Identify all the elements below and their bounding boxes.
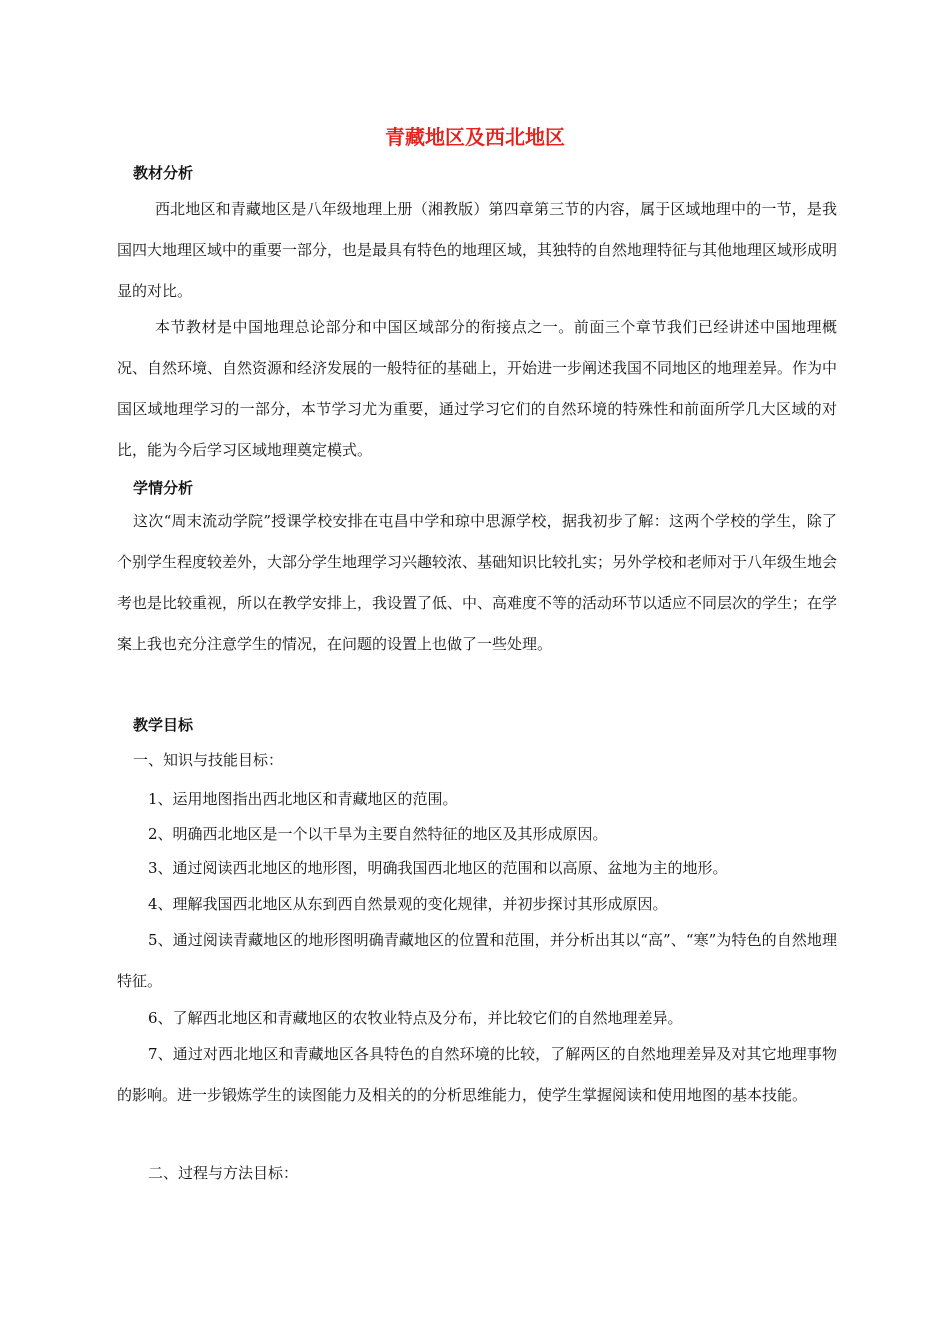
list-item: 6、了解西北地区和青藏地区的农牧业特点及分布，并比较它们的自然地理差异。 (148, 1009, 683, 1027)
list-item: 5、通过阅读青藏地区的地形图明确青藏地区的位置和范围，并分析出其以“高”、“寒”为特色的自然地理特征。 (117, 931, 837, 990)
list-item: 7、通过对西北地区和青藏地区各具特色的自然环境的比较，了解两区的自然地理差异及对其它地理事物的影响。进一步锻炼学生的读图能力及相关的的分析思维能力，使学生掌握阅读和使用地图的基本技能。 (117, 1045, 837, 1104)
subheading-knowledge-skills: 一、知识与技能目标： (133, 751, 284, 769)
document-title: 青藏地区及西北地区 (385, 125, 565, 149)
subheading-process-methods: 二、过程与方法目标： (148, 1164, 299, 1182)
paragraph: 这次“周末流动学院”授课学校安排在屯昌中学和琼中思源学校，据我初步了解：这两个学校的学生，除了个别学生程度较差外，大部分学生地理学习兴趣较浓、基础知识比较扎实；另外学校和老师对于八年级生地会考也是比较重视，所以在教学安排上，我设置了低、中、高难度不等的活动环节以适应不同层次的学生；在学案上我也充分注意学生的情况，在问题的设置上也做了一些处理。 (117, 512, 838, 653)
list-item: 2、明确西北地区是一个以干旱为主要自然特征的地区及其形成原因。 (148, 825, 608, 843)
paragraph: 本节教材是中国地理总论部分和中国区域部分的衔接点之一。前面三个章节我们已经讲述中国地理概况、自然环境、自然资源和经济发展的一般特征的基础上，开始进一步阐述我国不同地区的地理差异。作为中国区域地理学习的一部分，本节学习尤为重要，通过学习它们的自然环境的特殊性和前面所学几大区域的对比，能为今后学习区域地理奠定模式。 (117, 318, 838, 459)
list-item: 4、理解我国西北地区从东到西自然景观的变化规律，并初步探讨其形成原因。 (148, 895, 668, 913)
list-item: 1、运用地图指出西北地区和青藏地区的范围。 (148, 790, 458, 808)
section-heading-learner-analysis: 学情分析 (133, 479, 194, 497)
section-heading-teaching-goals: 教学目标 (133, 716, 194, 734)
list-item: 3、通过阅读西北地区的地形图，明确我国西北地区的范围和以高原、盆地为主的地形。 (148, 859, 728, 877)
paragraph: 西北地区和青藏地区是八年级地理上册（湘教版）第四章第三节的内容，属于区域地理中的一节，是我国四大地理区域中的重要一部分，也是最具有特色的地理区域，其独特的自然地理特征与其他地理区域形成明显的对比。 (117, 200, 838, 300)
section-heading-textbook-analysis: 教材分析 (133, 164, 194, 182)
